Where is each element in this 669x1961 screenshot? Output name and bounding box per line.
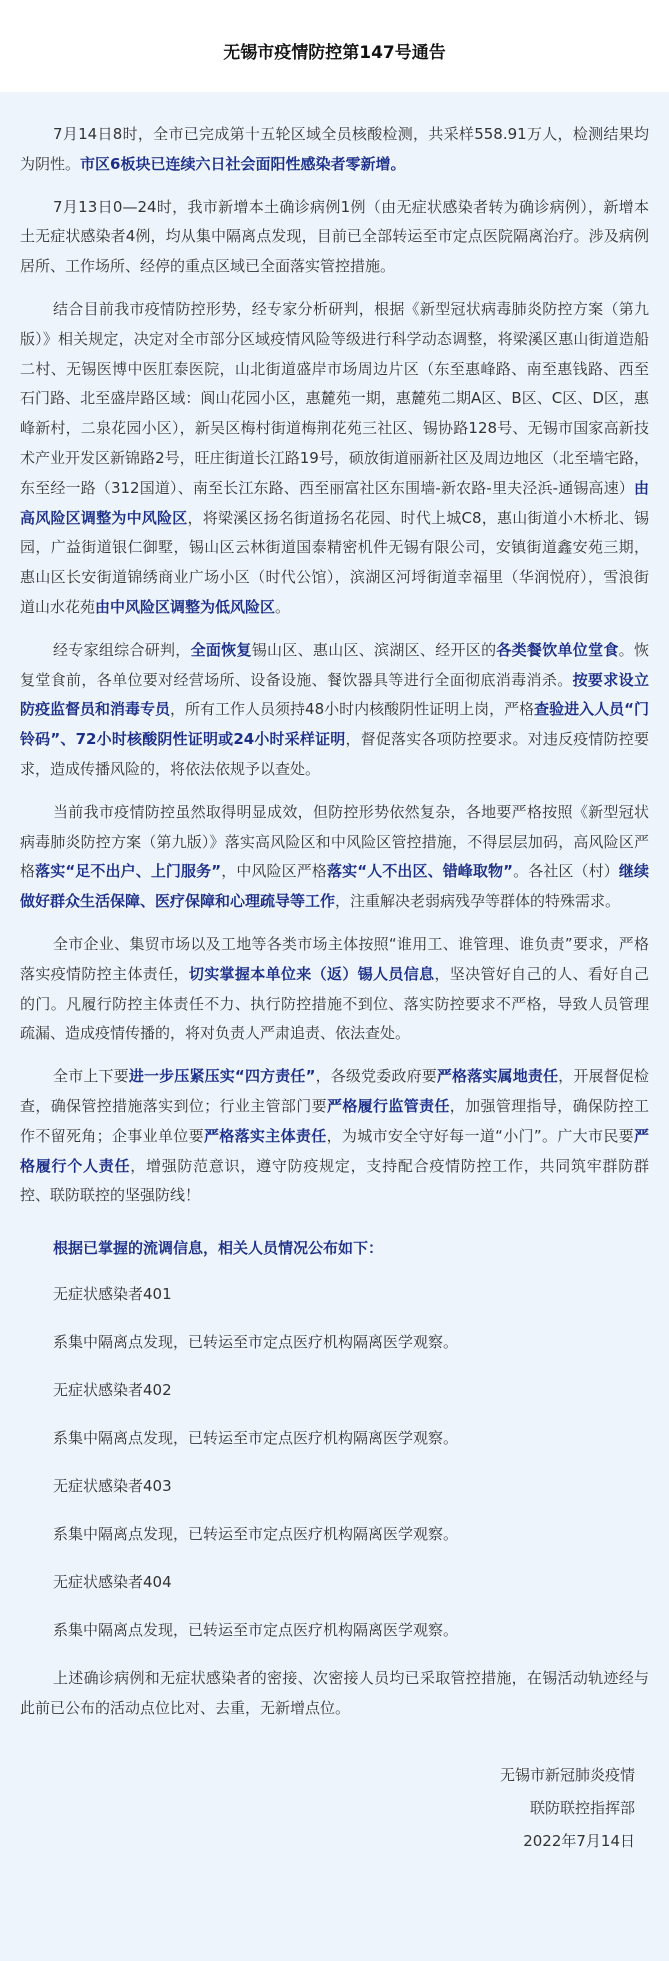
- emphasis-text: 严格履行个人责任: [20, 1126, 649, 1175]
- body-text: ，开展督促检查，确保管控措施落实到位；行业主管部门要: [20, 1067, 649, 1115]
- body-text: 经专家组综合研判，: [53, 640, 191, 659]
- emphasis-text: 严格落实主体责任: [203, 1126, 327, 1145]
- case-label: 无症状感染者402: [53, 1381, 172, 1400]
- emphasis-text: 由高风险区调整为中风险区: [20, 478, 649, 527]
- case-item: [20, 1279, 649, 1357]
- body-text: 。: [275, 597, 291, 616]
- case-description: 系集中隔离点发现，已转运至市定点医疗机构隔离医学观察。: [53, 1525, 459, 1544]
- case-item: [20, 1375, 649, 1453]
- emphasis-text: 落实“足不出户、上门服务”: [35, 862, 222, 881]
- signature-block: [20, 1759, 649, 1858]
- notice-body: [0, 92, 669, 1961]
- body-text: 。恢复堂食前，各单位要对经营场所、设备设施、餐饮器具等进行全面彻底消毒消杀。: [20, 640, 649, 689]
- emphasis-text: 市区6板块已连续六日社会面阳性感染者零新增。: [80, 154, 406, 173]
- notice-paragraph: [20, 798, 649, 917]
- body-text: 。各社区（村）: [513, 862, 619, 881]
- emphasis-text: 按要求设立防疫监督员和消毒专员: [20, 670, 649, 719]
- body-text: ，各级党委政府要: [315, 1067, 437, 1086]
- case-description: 系集中隔离点发现，已转运至市定点医疗机构隔离医学观察。: [53, 1429, 459, 1448]
- issue-date: 2022年7月14日: [523, 1832, 635, 1851]
- body-text: ，注重解决老弱病残孕等群体的特殊需求。: [335, 892, 621, 911]
- case-label: 无症状感染者401: [53, 1285, 172, 1304]
- body-text: ，增强防范意识，遵守防疫规定，支持配合疫情防控工作，共同筑牢群防群控、联防联控的坚强防线！: [20, 1156, 649, 1205]
- emphasis-text: 继续做好群众生活保障、医疗保障和心理疏导等工作: [20, 862, 649, 911]
- emphasis-text: 全面恢复: [190, 640, 252, 659]
- body-text: 结合目前我市疫情防控形势，经专家分析研判，根据《新型冠状病毒肺炎防控方案（第九版）》相关规定，决定对全市部分区域疫情风险等级进行科学动态调整，将梁溪区惠山街道造船二村、无锡医博中医肛泰医院，山北街道盛岸市场周边片区（东至惠峰路、南至惠钱路、西至石门路、北至盛岸路区域：阆山花园小区，惠麓苑一期，惠麓苑二期A区、B区、C区、D区，惠峰新村，二泉花园小区），新吴区梅村街道梅荆花苑三社区、锡协路128号、无锡市国家高新技术产业开发区新锦路2号，旺庄街道长江路19号，硕放街道丽新社区及周边地区（北至墙宅路，东至经一路（312国道）、南至长江东路、西至丽富社区东围墙-新农路-里夫泾浜-通锡高速）: [20, 299, 649, 497]
- case-description: 系集中隔离点发现，已转运至市定点医疗机构隔离医学观察。: [53, 1333, 459, 1352]
- emphasis-text: 落实“人不出区、错峰取物”: [326, 862, 513, 881]
- case-label: 无症状感染者404: [53, 1573, 172, 1592]
- body-text: ，加强管理指导，确保防控工作不留死角；企事业单位要: [20, 1096, 649, 1145]
- notice-paragraph: [20, 1062, 649, 1211]
- closing-paragraph: 上述确诊病例和无症状感染者的密接、次密接人员均已采取管控措施，在锡活动轨迹经与此前已公布的活动点位比对、去重，无新增点位。: [20, 1669, 649, 1718]
- notice-paragraph: [20, 930, 649, 1049]
- case-item: [20, 1471, 649, 1549]
- emphasis-text: 切实掌握本单位来（返）锡人员信息: [188, 964, 435, 983]
- case-list: [20, 1279, 649, 1645]
- body-text: ，督促落实各项防控要求。对违反疫情防控要求，造成传播风险的，将依法依规予以查处。: [20, 730, 649, 778]
- emphasis-text: 严格履行监管责任: [326, 1096, 450, 1115]
- notice-paragraph: [20, 636, 649, 785]
- notice-header: [0, 0, 669, 92]
- issuer-line-1: 无锡市新冠肺炎疫情: [499, 1766, 635, 1785]
- body-text: ，中风险区严格: [221, 862, 327, 881]
- emphasis-text: 进一步压紧压实“四方责任”: [128, 1067, 316, 1086]
- case-item: [20, 1567, 649, 1645]
- emphasis-text: 查验进入人员“门铃码”、72小时核酸阴性证明或24小时采样证明: [20, 700, 649, 749]
- notice-paragraph: [20, 193, 649, 282]
- notice-title: 无锡市疫情防控第147号通告: [223, 42, 446, 63]
- body-text: 全市上下要: [53, 1067, 129, 1086]
- body-text: 7月13日0—24时，我市新增本土确诊病例1例（由无症状感染者转为确诊病例），新增本土无症状感染者4例，均从集中隔离点发现，目前已全部转运至市定点医院隔离治疗。涉及病例居所、工作场所、经停的重点区域已全面落实管控措施。: [20, 197, 649, 276]
- body-text: ，所有工作人员须持48小时内核酸阴性证明上岗，严格: [170, 700, 535, 719]
- body-text: 当前我市疫情防控虽然取得明显成效，但防控形势依然复杂，各地要严格按照《新型冠状病毒肺炎防控方案（第九版）》落实高风险区和中风险区管控措施，不得层层加码，高风险区严格: [20, 802, 649, 881]
- notice-paragraph: [20, 120, 649, 180]
- notice-paragraph: [20, 295, 649, 623]
- body-text: 全市企业、集贸市场以及工地等各类市场主体按照“谁用工、谁管理、谁负责”要求，严格落实疫情防控主体责任，: [20, 934, 649, 983]
- body-text: 锡山区、惠山区、滨湖区、经开区的: [251, 640, 497, 659]
- body-text: ，将梁溪区扬名街道扬名花园、时代上城C8，惠山街道小木桥北、锡园，广益街道银仁御墅，锡山区云林街道国泰精密机件无锡有限公司，安镇街道鑫安苑三期，惠山区长安街道锦绣商业广场小区（时代公馆），滨湖区河埒街道幸福里（华润悦府），雪浪街道山水花苑: [20, 508, 649, 616]
- body-text: ，坚决管好自己的人、看好自己的门。凡履行防控主体责任不力、执行防控措施不到位、落实防控要求不严格，导致人员管理疏漏、造成疫情传播的，将对负责人严肃追责、依法查处。: [20, 964, 649, 1043]
- issuer-line-2: 联防联控指挥部: [529, 1799, 635, 1818]
- section-heading: 根据已掌握的流调信息，相关人员情况公布如下：: [53, 1239, 384, 1258]
- case-label: 无症状感染者403: [53, 1477, 172, 1496]
- emphasis-text: 各类餐饮单位堂食: [496, 640, 619, 659]
- body-text: ，为城市安全守好每一道“小门”。广大市民要: [326, 1126, 634, 1145]
- emphasis-text: 由中风险区调整为低风险区: [95, 597, 276, 616]
- notice-paragraphs: [20, 120, 649, 1211]
- body-text: 7月14日8时，全市已完成第十五轮区域全员核酸检测，共采样558.91万人，检测结果均为阴性。: [20, 125, 649, 173]
- emphasis-text: 严格落实属地责任: [436, 1067, 559, 1086]
- case-description: 系集中隔离点发现，已转运至市定点医疗机构隔离医学观察。: [53, 1621, 459, 1640]
